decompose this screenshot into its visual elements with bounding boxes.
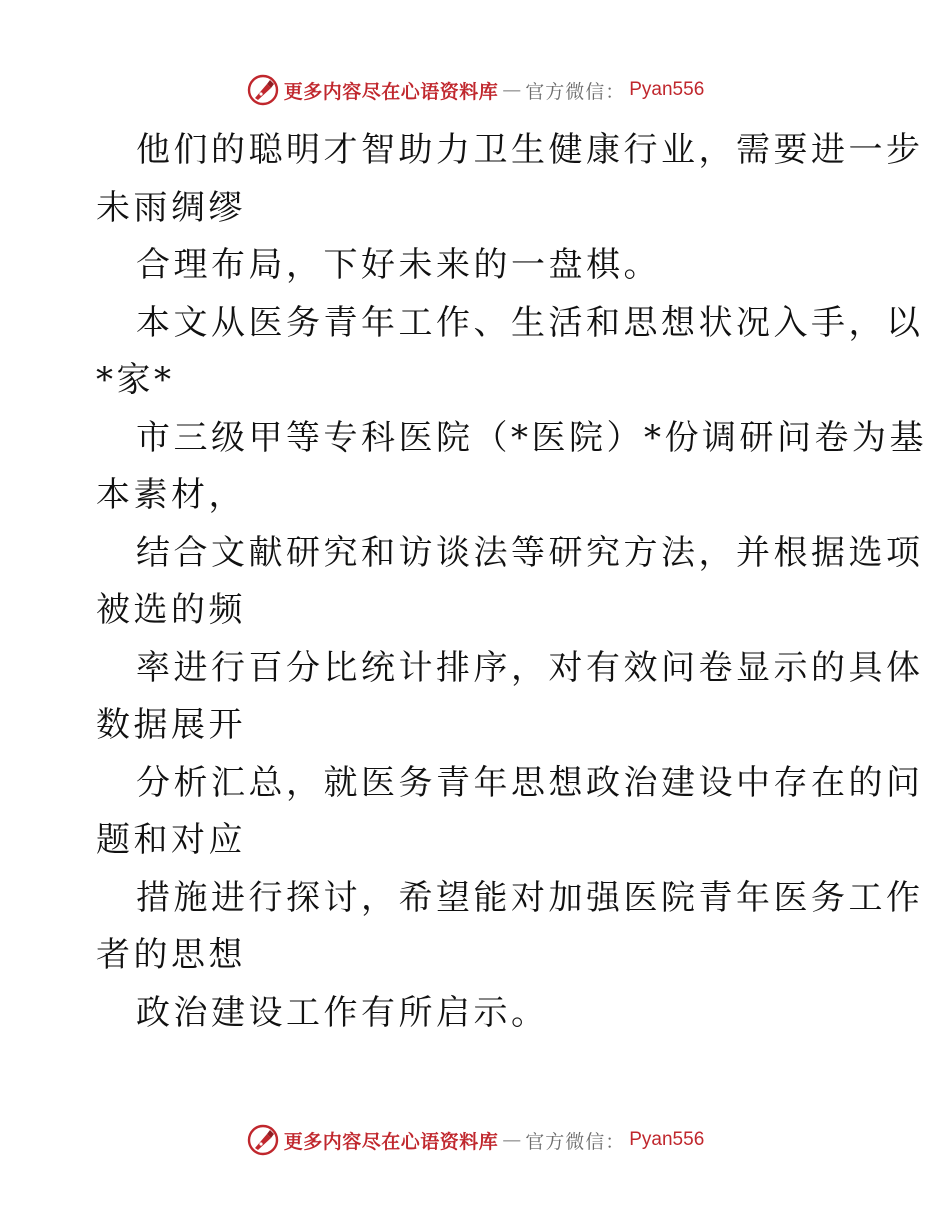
- watermark-label: 官方微信：: [525, 1130, 626, 1153]
- watermark-brand-text: 更多内容尽在心语资料库: [283, 1130, 499, 1153]
- body-line: 政治建设工作有所启示。: [136, 992, 549, 1033]
- body-line: 市三级甲等专科医院（*医院）*份调研问卷为基: [136, 417, 927, 458]
- body-line: 题和对应: [96, 820, 246, 860]
- body-line: 本文从医务青年工作、生活和思想状况入手，以: [136, 302, 924, 343]
- body-line: 本素材，: [96, 475, 246, 515]
- body-line: 他们的聪明才智助力卫生健康行业，需要进一步: [136, 130, 924, 170]
- body-line: 率进行百分比统计排序，对有效问卷显示的具体: [136, 647, 924, 688]
- body-line: 被选的频: [96, 590, 246, 630]
- watermark-dash: —: [502, 79, 522, 101]
- body-line: *家*: [96, 360, 175, 400]
- body-line: 合理布局，下好未来的一盘棋。: [136, 245, 661, 285]
- footer-watermark: [0, 1120, 950, 1160]
- watermark-label: 官方微信：: [525, 80, 626, 103]
- pen-nib-logo-icon: [246, 1123, 280, 1157]
- body-line: 结合文献研究和访谈法等研究方法，并根据选项: [136, 532, 924, 573]
- watermark-brand-text: 更多内容尽在心语资料库: [283, 80, 499, 103]
- watermark-dash: —: [502, 1129, 522, 1151]
- body-line: 未雨绸缪: [96, 187, 246, 228]
- body-line: 分析汇总，就医务青年思想政治建设中存在的问: [136, 762, 924, 803]
- header-watermark: [0, 70, 950, 110]
- watermark-wechat-id: Pyan556: [629, 1129, 705, 1150]
- body-line: 者的思想: [96, 935, 246, 975]
- pen-nib-logo-icon: [246, 73, 280, 107]
- document-body: [96, 122, 927, 1042]
- body-line: 措施进行探讨，希望能对加强医院青年医务工作: [136, 877, 924, 918]
- body-line: 数据展开: [96, 705, 246, 745]
- watermark-wechat-id: Pyan556: [629, 79, 705, 100]
